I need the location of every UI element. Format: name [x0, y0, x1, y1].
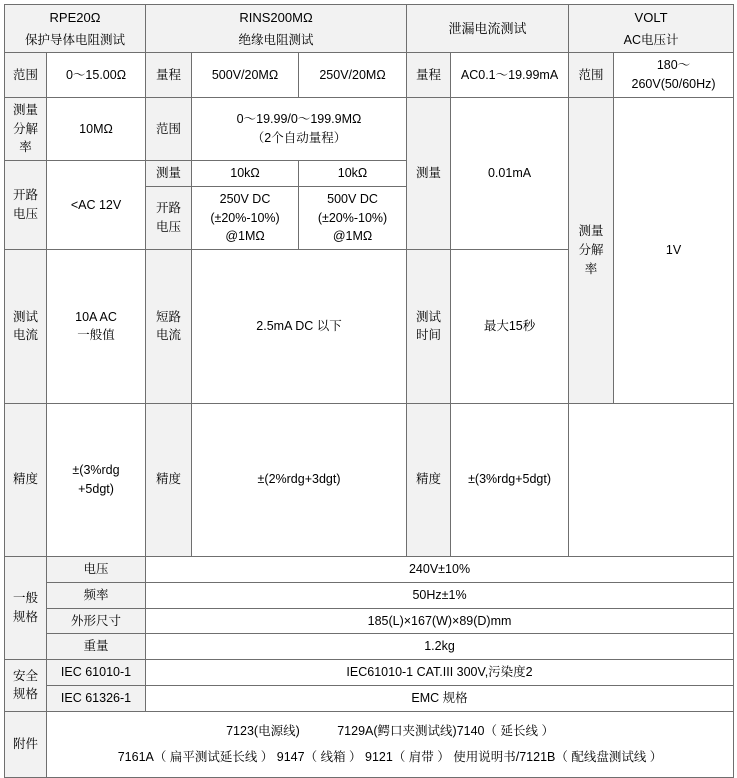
- accessories-value: [47, 711, 734, 778]
- rins-short-current-value: 2.5mA DC 以下: [192, 250, 407, 404]
- leakage-accuracy-value: ±(3%rdg+5dgt): [451, 403, 569, 557]
- safety-item-label-61010: IEC 61010-1: [47, 660, 146, 686]
- row-safety-61326: [5, 685, 734, 711]
- rpe-test-current-value-line1: 10A AC: [75, 309, 117, 324]
- rins-resolution-value: [192, 97, 407, 160]
- rins-open-voltage-label: [146, 186, 192, 249]
- rins-open-voltage-value-1-line1: 250V DC: [219, 191, 271, 206]
- safety-item-label-61326: IEC 61326-1: [47, 685, 146, 711]
- rins-open-voltage-value-2-line2: (±20%-10%): [317, 210, 388, 225]
- volt-resolution-label-line1: 测量: [578, 224, 604, 238]
- rins-open-voltage-value-2: [299, 186, 407, 249]
- leakage-accuracy-label: 精度: [407, 403, 451, 557]
- leakage-measure-label: 测量: [407, 97, 451, 249]
- general-spec-label-line1: 一般: [12, 591, 38, 606]
- general-item-label-frequency: 频率: [47, 582, 146, 608]
- rins-open-voltage-label-line1: 开路: [156, 201, 182, 216]
- rins-open-voltage-value-2-line1: 500V DC: [327, 191, 378, 206]
- rpe-open-voltage-value: <AC 12V: [47, 161, 146, 250]
- rpe-test-current-value-line2: 一般值: [77, 328, 115, 343]
- header-volt-sub: AC电压计: [623, 32, 679, 47]
- volt-resolution-label-line3: 率: [584, 261, 598, 276]
- safety-spec-label: [5, 660, 47, 712]
- rins-short-current-label: [146, 250, 192, 404]
- rins-resolution-value-line1: 0～19.99/0～199.9MΩ: [236, 112, 362, 127]
- rins-open-voltage-value-2-line3: @1MΩ: [332, 229, 373, 244]
- general-spec-label-line2: 规格: [12, 610, 38, 624]
- volt-range-value: 180～260V(50/60Hz): [614, 53, 734, 98]
- general-item-label-dimensions: 外形尺寸: [47, 608, 146, 634]
- row-general-dimensions: [5, 608, 734, 634]
- rpe-resolution-label: [5, 97, 47, 160]
- header-rpe: [5, 5, 146, 53]
- rpe-test-current-value: [47, 250, 146, 404]
- rins-measure-label: 测量: [146, 161, 192, 187]
- table-header-row: [5, 5, 734, 53]
- general-item-value-frequency: 50Hz±1%: [146, 582, 734, 608]
- leakage-test-time-label: [407, 250, 451, 404]
- rpe-accuracy-label: 精度: [5, 403, 47, 557]
- rpe-open-voltage-label-line1: 开路: [12, 188, 38, 203]
- accessories-line2: 7161A（ 扁平测试延长线 ） 9147（ 线箱 ） 9121（ 肩带 ） 使用说明书/7121B（ 配线盘测试线 ）: [117, 750, 663, 765]
- general-item-value-voltage: 240V±10%: [146, 557, 734, 583]
- general-item-value-weight: 1.2kg: [146, 634, 734, 660]
- rins-short-current-label-line2: 电流: [156, 328, 182, 343]
- general-item-value-dimensions: 185(L)×167(W)×89(D)mm: [146, 608, 734, 634]
- rins-range-label: 量程: [146, 53, 192, 98]
- general-item-label-voltage: 电压: [47, 557, 146, 583]
- rpe-test-current-label: [5, 250, 47, 404]
- rins-accuracy-label: 精度: [146, 403, 192, 557]
- leakage-test-time-value: 最大15秒: [451, 250, 569, 404]
- rins-open-voltage-label-line2: 电压: [156, 219, 182, 234]
- rpe-resolution-label-line1: 测量: [12, 102, 38, 117]
- rpe-test-current-label-line2: 电流: [12, 328, 38, 343]
- header-leakage: [407, 5, 569, 53]
- rpe-accuracy-value-line1: ±(3%rdg: [72, 463, 120, 477]
- safety-item-value-61326: EMC 规格: [146, 685, 734, 711]
- rpe-range-label: 范围: [5, 53, 47, 98]
- header-rins-title: RINS200MΩ: [239, 10, 313, 25]
- rpe-resolution-label-line3: 率: [19, 140, 32, 155]
- safety-spec-label-line2: 规格: [12, 687, 38, 702]
- leakage-measure-value: 0.01mA: [451, 97, 569, 249]
- rins-open-voltage-value-1-line3: @1MΩ: [225, 229, 265, 244]
- header-leakage-title: 泄漏电流测试: [448, 20, 527, 36]
- leakage-range-label: 量程: [407, 53, 451, 98]
- row-range: [5, 53, 734, 98]
- rins-measure-value-2: 10kΩ: [299, 161, 407, 187]
- row-safety-61010: [5, 660, 734, 686]
- volt-resolution-label-line2: 分解: [578, 242, 604, 257]
- rpe-resolution-value: 10MΩ: [47, 97, 146, 160]
- rpe-accuracy-value-line2: +5dgt): [78, 481, 114, 496]
- rins-resolution-label: 范围: [146, 97, 192, 160]
- rpe-open-voltage-label-line2: 电压: [12, 207, 38, 221]
- rins-range-value-2: 250V/20MΩ: [299, 53, 407, 98]
- rins-measure-value-1: 10kΩ: [192, 161, 299, 187]
- row-accuracy: [5, 403, 734, 557]
- rins-range-value-1: 500V/20MΩ: [192, 53, 299, 98]
- header-rins-sub: 绝缘电阻测试: [238, 32, 314, 47]
- row-accessories: [5, 711, 734, 778]
- rins-open-voltage-value-1: [192, 186, 299, 249]
- header-volt-title: VOLT: [634, 10, 668, 25]
- leakage-range-value: AC0.1～19.99mA: [451, 53, 569, 98]
- volt-resolution-value: 1V: [614, 97, 734, 403]
- rpe-test-current-label-line1: 测试: [12, 309, 38, 324]
- rpe-open-voltage-label: [5, 161, 47, 250]
- rpe-resolution-label-line2: 分解: [12, 121, 38, 136]
- rpe-accuracy-value: [47, 403, 146, 557]
- safety-item-value-61010: IEC61010-1 CAT.III 300V,污染度2: [146, 660, 734, 686]
- header-volt: [569, 5, 734, 53]
- general-spec-label: [5, 557, 47, 660]
- leakage-test-time-label-line2: 时间: [416, 328, 442, 343]
- header-rins: [146, 5, 407, 53]
- rins-open-voltage-value-1-line2: (±20%-10%): [210, 210, 280, 225]
- general-item-label-weight: 重量: [47, 634, 146, 660]
- rins-short-current-label-line1: 短路: [156, 309, 182, 324]
- header-rpe-sub: 保护导体电阻测试: [25, 32, 126, 47]
- rpe-range-value: 0～15.00Ω: [47, 53, 146, 98]
- rins-resolution-value-line2: （2个自动量程）: [251, 130, 347, 145]
- safety-spec-label-line1: 安全: [12, 668, 38, 683]
- volt-resolution-label: [569, 97, 614, 403]
- row-general-frequency: [5, 582, 734, 608]
- accessories-label: 附件: [5, 711, 47, 778]
- header-rpe-title: RPE20Ω: [49, 10, 101, 25]
- rins-accuracy-value: ±(2%rdg+3dgt): [192, 403, 407, 557]
- row-general-weight: [5, 634, 734, 660]
- leakage-test-time-label-line1: 测试: [416, 309, 442, 324]
- accessories-line1: 7123(电源线) 7129A(鳄口夹测试线)7140（ 延长线 ）: [226, 723, 554, 738]
- row-general-voltage: [5, 557, 734, 583]
- specification-table: [4, 4, 734, 778]
- volt-range-label: 范围: [569, 53, 614, 98]
